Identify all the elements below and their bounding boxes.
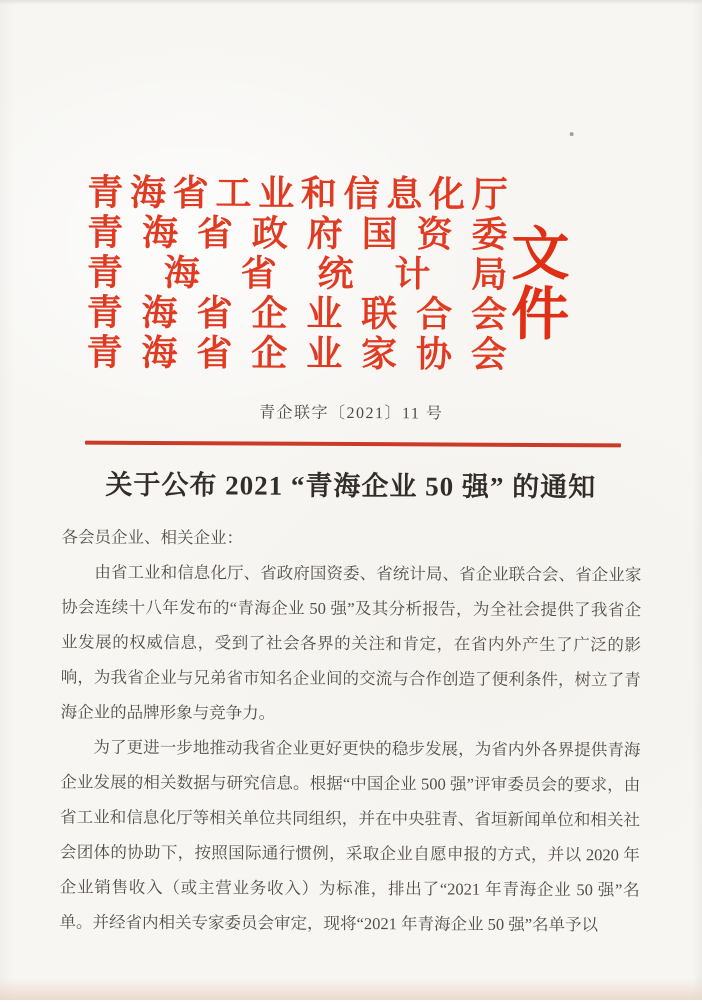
document-body — [59, 519, 641, 942]
body-paragraph-1: 由省工业和信息化厅、省政府国资委、省统计局、省企业联合会、省企业家协会连续十八年发布的“青海企业 50 强”及其分析报告，为全社会提供了我省企业发展的权威信息，受到了社会各界的关注和肯定，在省内外产生了广泛的影响，为我省企业与兄弟省市知名企业间的交流与合作创造了便利条件，树立了青海企业的品牌形象与竞争力。 — [60, 562, 642, 723]
masthead-org-line-1: 青 海 省 工 业 和 信 息 化 厅 — [87, 172, 508, 215]
masthead-org-line-2: 青 海 省 政 府 国 资 委 — [87, 212, 508, 255]
scan-speck — [570, 132, 574, 136]
masthead-org-line-5: 青 海 省 企 业 家 协 会 — [86, 332, 507, 375]
doc-number: 青企联字〔2021〕11 号 — [258, 404, 444, 423]
masthead-org-line-3: 青 海 省 统 计 局 — [86, 252, 508, 295]
salutation: 各会员企业、相关企业： — [61, 527, 244, 548]
masthead — [86, 173, 629, 376]
document-title: 关于公布 2021 “青海企业 50 强” 的通知 — [105, 469, 597, 503]
doc-type-label: 文件 — [510, 221, 571, 348]
body-paragraph-2: 为了更进一步地推动我省企业更好更快的稳步发展，为省内外各界提供青海企业发展的相关数据与研究信息。根据“中国企业 500 强”评审委员会的要求，由省工业和信息化厅等相关单位共同组织，并在中央驻青、省垣新闻单位和相关社会团体的协助下，按照国际通行惯例，采取企业自愿申报的方式，并以 2020 年企业销售收入（或主营业务收入）为标准，排出了“2021 年青海企业 50 强”名单。并经省内相关专家委员会审定，现将“2021 年青海企业 50 强”名单予以 — [59, 737, 641, 935]
masthead-org-list — [86, 173, 507, 375]
masthead-org-line-4: 青 海 省 企 业 联 合 会 — [86, 292, 508, 335]
red-separator-line — [85, 441, 621, 448]
